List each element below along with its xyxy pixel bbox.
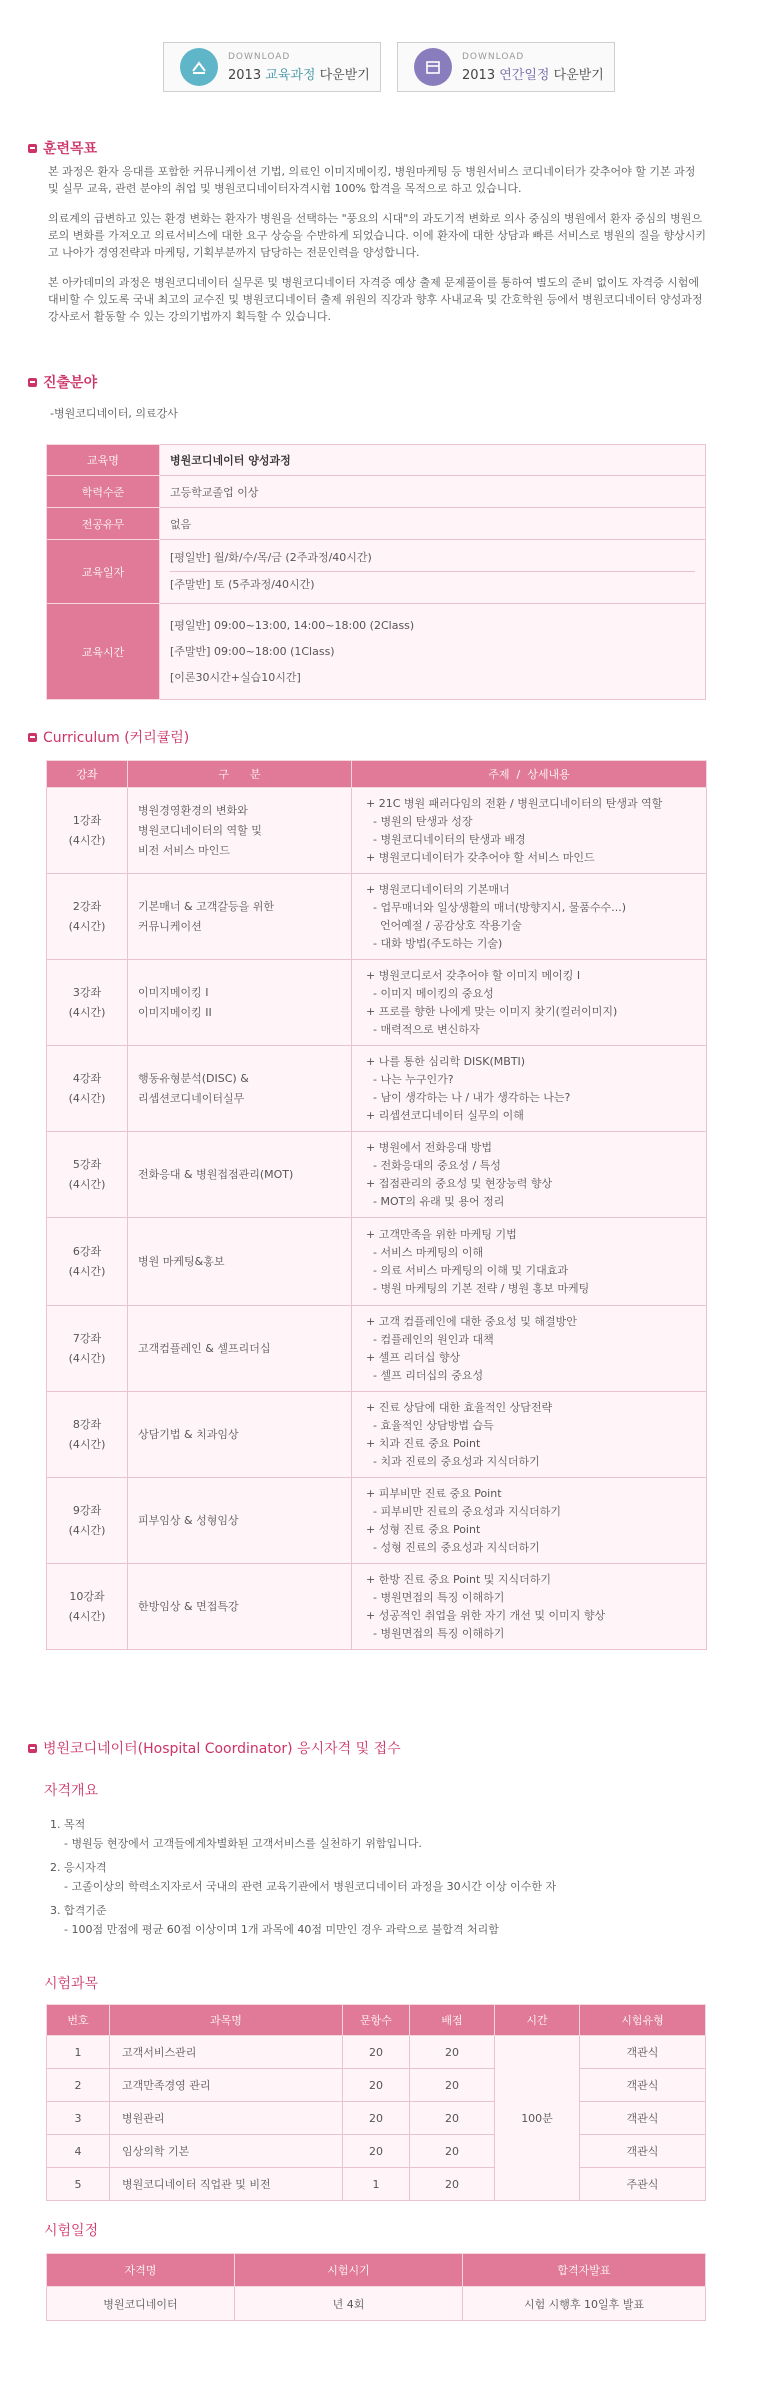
download-year: 2013 — [228, 67, 262, 83]
detail-line: - 매력적으로 변신하자 — [366, 1022, 480, 1036]
curriculum-session — [47, 1564, 128, 1650]
curriculum-detail — [352, 1306, 707, 1392]
exam-cell-count: 20 — [343, 2069, 410, 2102]
overview-item-body: - 100점 만점에 평균 60점 이상이며 1개 과목에 40점 미만인 경우 과락으로 불합격 처리함 — [64, 1923, 499, 1936]
time-weekend: [주말반] 09:00~18:00 (1Class) — [170, 644, 335, 658]
session-no: 9강좌 — [72, 1503, 102, 1517]
exam-cell-name: 병원코디네이터 직업관 및 비전 — [110, 2168, 343, 2201]
detail-line: + 치과 진료 중요 Point — [366, 1436, 481, 1450]
detail-line: - 이미지 메이킹의 중요성 — [366, 986, 494, 1000]
curriculum-detail — [352, 1392, 707, 1478]
curriculum-topic — [128, 874, 352, 960]
curriculum-heading — [28, 727, 189, 747]
topic-line: 한방임상 & 면접특강 — [138, 1599, 239, 1613]
curriculum-detail — [352, 1564, 707, 1650]
curriculum-topic — [128, 1478, 352, 1564]
topic-line: 이미지메이킹 I — [138, 985, 209, 999]
curriculum-row — [47, 1218, 707, 1306]
exam-cell-type: 객관식 — [580, 2135, 706, 2168]
detail-line: - 대화 방법(주도하는 기술) — [366, 936, 503, 950]
exam-row — [47, 2069, 706, 2102]
detail-line: + 셀프 리더십 향상 — [366, 1350, 461, 1364]
topic-line: 전화응대 & 병원접점관리(MOT) — [138, 1167, 294, 1181]
topic-line: 리셉션코디네이터실무 — [138, 1091, 245, 1105]
detail-line: - 의료 서비스 마케팅의 이해 및 기대효과 — [366, 1263, 568, 1277]
detail-line: - 성형 진료의 중요성과 지식더하기 — [366, 1540, 540, 1554]
topic-line: 병원코디네이터의 역할 및 — [138, 823, 262, 837]
section-bullet-icon — [28, 144, 37, 153]
session-hours: (4시간) — [68, 1351, 106, 1365]
course-value: 병원코디네이터 양성과정 — [160, 445, 706, 476]
exam-cell-score: 20 — [410, 2135, 495, 2168]
edu-value: 고등학교졸업 이상 — [160, 476, 706, 508]
overview-heading: 자격개요 — [44, 1783, 99, 1799]
major-value: 없음 — [160, 508, 706, 540]
schedule-table — [46, 2253, 706, 2321]
date-weekday: [평일반] 월/화/수/목/금 (2주과정/40시간) — [170, 545, 695, 572]
detail-line: - 서비스 마케팅의 이해 — [366, 1245, 484, 1259]
goal-text — [48, 163, 708, 338]
section-bullet-icon — [28, 378, 37, 387]
detail-line: + 성공적인 취업을 위한 자기 개선 및 이미지 향상 — [366, 1608, 606, 1622]
exam-row — [47, 2168, 706, 2201]
download-suffix: 다운받기 — [319, 67, 370, 83]
curriculum-row — [47, 874, 707, 960]
topic-line: 피부임상 & 성형임상 — [138, 1513, 239, 1527]
curriculum-detail — [352, 960, 707, 1046]
exam-cell-name: 병원관리 — [110, 2102, 343, 2135]
detail-line: + 병원에서 전화응대 방법 — [366, 1140, 492, 1154]
detail-line: + 프로를 향한 나에게 맞는 이미지 찾기(컬러이미지) — [366, 1004, 618, 1018]
session-no: 1강좌 — [72, 813, 102, 827]
goal-paragraph: 본 아카데미의 과정은 병원코디네이터 실무론 및 병원코디네이터 자격증 예상 출제 문제풀이를 통하여 별도의 준비 없이도 자격증 시험에 대비할 수 있도록 국내 최고의 교수진 및 병원코디네이터 출제 위원의 직강과 향후 사내교육 및 간호학원 등에서 병원코디네이터 양성과정 강사로서 활동할 수 있는 강의기법까지 획득할 수 있습니다. — [48, 276, 703, 323]
detail-line: - 전화응대의 중요성 / 특성 — [366, 1158, 501, 1172]
date-weekend: [주말반] 토 (5주과정/40시간) — [170, 578, 315, 591]
major-label: 전공유무 — [47, 508, 160, 540]
detail-line: - MOT의 유래 및 용어 정리 — [366, 1194, 505, 1208]
exam-header: 시간 — [495, 2005, 580, 2036]
exam-cell-count: 20 — [343, 2036, 410, 2069]
schedule-cell: 년 4회 — [235, 2287, 463, 2321]
calendar-icon — [414, 48, 452, 86]
download-highlight: 연간일정 — [499, 67, 550, 83]
curriculum-session — [47, 960, 128, 1046]
curriculum-detail — [352, 874, 707, 960]
download-curriculum-button[interactable] — [163, 42, 381, 92]
detail-line: + 병원코디로서 갖추어야 할 이미지 메이킹 I — [366, 968, 581, 982]
exam-cell-no: 2 — [47, 2069, 110, 2102]
exam-cell-type: 객관식 — [580, 2069, 706, 2102]
detail-line: - 병원면접의 특징 이해하기 — [366, 1590, 505, 1604]
detail-line: - 남이 생각하는 나 / 내가 생각하는 나는? — [366, 1090, 571, 1104]
date-values — [160, 540, 706, 604]
session-hours: (4시간) — [68, 1005, 106, 1019]
curriculum-row — [47, 1306, 707, 1392]
curriculum-topic — [128, 1306, 352, 1392]
session-hours: (4시간) — [68, 919, 106, 933]
topic-line: 병원 마케팅&홍보 — [138, 1254, 225, 1268]
topic-line: 상담기법 & 치과임상 — [138, 1427, 239, 1441]
overview-item-body: - 병원등 현장에서 고객들에게차별화된 고객서비스를 실천하기 위함입니다. — [64, 1837, 422, 1850]
curriculum-topic — [128, 788, 352, 874]
career-title: 진출분야 — [43, 375, 98, 391]
exam-header: 배점 — [410, 2005, 495, 2036]
topic-line: 병원경영환경의 변화와 — [138, 803, 248, 817]
download-suffix: 다운받기 — [553, 67, 604, 83]
overview-item-head: 3. 합격기준 — [50, 1904, 107, 1917]
exam-row — [47, 2036, 706, 2069]
schedule-cell: 시험 시행후 10일후 발표 — [463, 2287, 706, 2321]
course-info-table — [46, 444, 706, 700]
detail-line: + 나를 통한 심리학 DISK(MBTI) — [366, 1054, 526, 1068]
curriculum-header: 구 분 — [128, 761, 352, 788]
detail-line: + 리셉션코디네이터 실무의 이해 — [366, 1108, 524, 1122]
session-hours: (4시간) — [68, 1609, 106, 1623]
exam-header: 번호 — [47, 2005, 110, 2036]
date-label: 교육일자 — [47, 540, 160, 604]
curriculum-session — [47, 788, 128, 874]
schedule-header: 시험시기 — [235, 2254, 463, 2287]
exam-cell-type: 객관식 — [580, 2036, 706, 2069]
session-hours: (4시간) — [68, 1091, 106, 1105]
hc-heading — [28, 1738, 401, 1758]
curriculum-detail — [352, 1132, 707, 1218]
exam-row — [47, 2135, 706, 2168]
session-no: 6강좌 — [72, 1244, 102, 1258]
curriculum-row — [47, 1564, 707, 1650]
schedule-header: 합격자발표 — [463, 2254, 706, 2287]
session-no: 3강좌 — [72, 985, 102, 999]
edu-label: 학력수준 — [47, 476, 160, 508]
curriculum-session — [47, 1306, 128, 1392]
career-heading — [28, 372, 97, 392]
detail-line: - 셀프 리더십의 중요성 — [366, 1368, 484, 1382]
session-hours: (4시간) — [68, 1264, 106, 1278]
session-hours: (4시간) — [68, 1523, 106, 1537]
goal-paragraph: 본 과정은 환자 응대를 포함한 커뮤니케이션 기법, 의료인 이미지메이킹, 병원마케팅 등 병원서비스 코디네이터가 갖추어야 할 기본 과정 및 실무 교육, 관련 분야의 취업 및 병원코디네이터자격시험 100% 합격을 목적으로 하고 있습니다. — [48, 165, 696, 195]
curriculum-row — [47, 1046, 707, 1132]
topic-line: 행동유형분석(DISC) & — [138, 1071, 249, 1085]
curriculum-row — [47, 1478, 707, 1564]
detail-line: + 접점관리의 중요성 및 현장능력 향상 — [366, 1176, 553, 1190]
download-highlight: 교육과정 — [265, 67, 316, 83]
detail-line: 언어예절 / 공감상호 작용기술 — [366, 918, 522, 932]
curriculum-title: Curriculum (커리큘럼) — [43, 730, 190, 746]
download-small-label: DOWNLOAD — [462, 51, 525, 62]
exam-cell-type: 객관식 — [580, 2102, 706, 2135]
detail-line: - 컴플레인의 원인과 대책 — [366, 1332, 494, 1346]
goal-paragraph: 의료계의 급변하고 있는 환경 변화는 환자가 병원을 선택하는 "풍요의 시대"의 과도기적 변화로 의사 중심의 병원에서 환자 중심의 병원으로의 변화를 가져오고 의료서비스에 대한 요구 상승을 수반하게 되었습니다. 이에 환자에 대한 상담과 빠른 서비스로 병원의 질을 향상시키고 나아가 경영전략과 마케팅, 기획부분까지 담당하는 전문인력을 양성합니다. — [48, 212, 706, 259]
download-icon — [180, 48, 218, 86]
download-row — [0, 42, 783, 92]
session-hours: (4시간) — [68, 833, 106, 847]
session-no: 5강좌 — [72, 1157, 102, 1171]
time-note: [이론30시간+실습10시간] — [170, 670, 301, 684]
curriculum-topic — [128, 1564, 352, 1650]
exam-cell-no: 3 — [47, 2102, 110, 2135]
exam-cell-score: 20 — [410, 2168, 495, 2201]
detail-line: + 병원코디네이터의 기본매너 — [366, 882, 510, 896]
section-bullet-icon — [28, 1744, 37, 1753]
schedule-row — [47, 2287, 706, 2321]
detail-line: + 21C 병원 패러다임의 전환 / 병원코디네이터의 탄생과 역할 — [366, 796, 663, 810]
exam-cell-name: 고객서비스관리 — [110, 2036, 343, 2069]
session-no: 8강좌 — [72, 1417, 102, 1431]
goal-heading — [28, 138, 97, 158]
curriculum-session — [47, 1132, 128, 1218]
exam-cell-score: 20 — [410, 2069, 495, 2102]
curriculum-row — [47, 960, 707, 1046]
detail-line: - 업무매너와 일상생활의 매너(방향지시, 물품수수...) — [366, 900, 627, 914]
course-label: 교육명 — [47, 445, 160, 476]
topic-line: 기본매너 & 고객갈등을 위한 — [138, 899, 274, 913]
schedule-cell: 병원코디네이터 — [47, 2287, 235, 2321]
download-year: 2013 — [462, 67, 496, 83]
session-hours: (4시간) — [68, 1177, 106, 1191]
session-no: 10강좌 — [69, 1589, 105, 1603]
career-text: -병원코디네이터, 의료강사 — [50, 407, 178, 420]
exam-cell-count: 20 — [343, 2102, 410, 2135]
session-no: 4강좌 — [72, 1071, 102, 1085]
topic-line: 커뮤니케이션 — [138, 919, 202, 933]
curriculum-session — [47, 1046, 128, 1132]
hc-title: 병원코디네이터(Hospital Coordinator) 응시자격 및 접수 — [43, 1741, 401, 1757]
detail-line: - 치과 진료의 중요성과 지식더하기 — [366, 1454, 540, 1468]
exam-header: 문항수 — [343, 2005, 410, 2036]
schedule-heading: 시험일정 — [44, 2223, 99, 2239]
curriculum-row — [47, 788, 707, 874]
detail-line: - 병원면접의 특징 이해하기 — [366, 1626, 505, 1640]
detail-line: + 진료 상담에 대한 효율적인 상담전략 — [366, 1400, 553, 1414]
exam-cell-no: 5 — [47, 2168, 110, 2201]
curriculum-session — [47, 1218, 128, 1306]
detail-line: + 고객만족을 위한 마케팅 기법 — [366, 1227, 517, 1241]
curriculum-topic — [128, 960, 352, 1046]
session-no: 2강좌 — [72, 899, 102, 913]
overview-item-head: 1. 목적 — [50, 1818, 86, 1831]
curriculum-topic — [128, 1392, 352, 1478]
detail-line: - 나는 누구인가? — [366, 1072, 454, 1086]
detail-line: + 피부비만 진료 중요 Point — [366, 1486, 502, 1500]
exam-table — [46, 2004, 706, 2201]
curriculum-detail — [352, 1218, 707, 1306]
curriculum-detail — [352, 788, 707, 874]
exam-time: 100분 — [495, 2036, 580, 2201]
download-small-label: DOWNLOAD — [228, 51, 291, 62]
detail-line: - 병원 마케팅의 기본 전략 / 병원 홍보 마케팅 — [366, 1281, 590, 1295]
exam-cell-name: 임상의학 기본 — [110, 2135, 343, 2168]
detail-line: + 한방 진료 중요 Point 및 지식더하기 — [366, 1572, 552, 1586]
curriculum-table — [46, 760, 707, 1650]
curriculum-detail — [352, 1478, 707, 1564]
curriculum-row — [47, 1132, 707, 1218]
overview-item-body: - 고졸이상의 학력소지자로서 국내의 관련 교육기관에서 병원코디네이터 과정을 30시간 이상 이수한 자 — [64, 1880, 557, 1893]
detail-line: + 고객 컴플레인에 대한 중요성 및 해결방안 — [366, 1314, 577, 1328]
detail-line: - 병원의 탄생과 성장 — [366, 814, 473, 828]
curriculum-header: 주제 / 상세내용 — [352, 761, 707, 788]
curriculum-row — [47, 1392, 707, 1478]
exam-cell-score: 20 — [410, 2036, 495, 2069]
curriculum-session — [47, 1392, 128, 1478]
curriculum-session — [47, 874, 128, 960]
exam-cell-count: 20 — [343, 2135, 410, 2168]
topic-line: 고객컴플레인 & 셀프리더십 — [138, 1341, 271, 1355]
detail-line: + 병원코디네이터가 갖추어야 할 서비스 마인드 — [366, 850, 595, 864]
detail-line: - 병원코디네이터의 탄생과 배경 — [366, 832, 526, 846]
exam-header: 과목명 — [110, 2005, 343, 2036]
curriculum-topic — [128, 1132, 352, 1218]
download-schedule-button[interactable] — [397, 42, 615, 92]
exam-heading: 시험과목 — [44, 1976, 99, 1992]
time-label: 교육시간 — [47, 604, 160, 700]
exam-header: 시험유형 — [580, 2005, 706, 2036]
time-values — [160, 604, 706, 700]
overview-list — [50, 1815, 556, 1939]
exam-cell-type: 주관식 — [580, 2168, 706, 2201]
section-bullet-icon — [28, 733, 37, 742]
exam-row — [47, 2102, 706, 2135]
topic-line: 이미지메이킹 II — [138, 1005, 212, 1019]
curriculum-topic — [128, 1218, 352, 1306]
exam-cell-no: 4 — [47, 2135, 110, 2168]
exam-cell-no: 1 — [47, 2036, 110, 2069]
detail-line: + 성형 진료 중요 Point — [366, 1522, 481, 1536]
detail-line: - 효율적인 상담방법 습득 — [366, 1418, 494, 1432]
exam-cell-count: 1 — [343, 2168, 410, 2201]
schedule-header: 자격명 — [47, 2254, 235, 2287]
session-hours: (4시간) — [68, 1437, 106, 1451]
session-no: 7강좌 — [72, 1331, 102, 1345]
detail-line: - 피부비만 진료의 중요성과 지식더하기 — [366, 1504, 561, 1518]
curriculum-detail — [352, 1046, 707, 1132]
exam-cell-name: 고객만족경영 관리 — [110, 2069, 343, 2102]
time-weekday: [평일반] 09:00~13:00, 14:00~18:00 (2Class) — [170, 618, 415, 632]
curriculum-session — [47, 1478, 128, 1564]
overview-item-head: 2. 응시자격 — [50, 1861, 107, 1874]
curriculum-header: 강좌 — [47, 761, 128, 788]
curriculum-topic — [128, 1046, 352, 1132]
topic-line: 비전 서비스 마인드 — [138, 843, 231, 857]
goal-title: 훈련목표 — [43, 141, 98, 157]
exam-cell-score: 20 — [410, 2102, 495, 2135]
